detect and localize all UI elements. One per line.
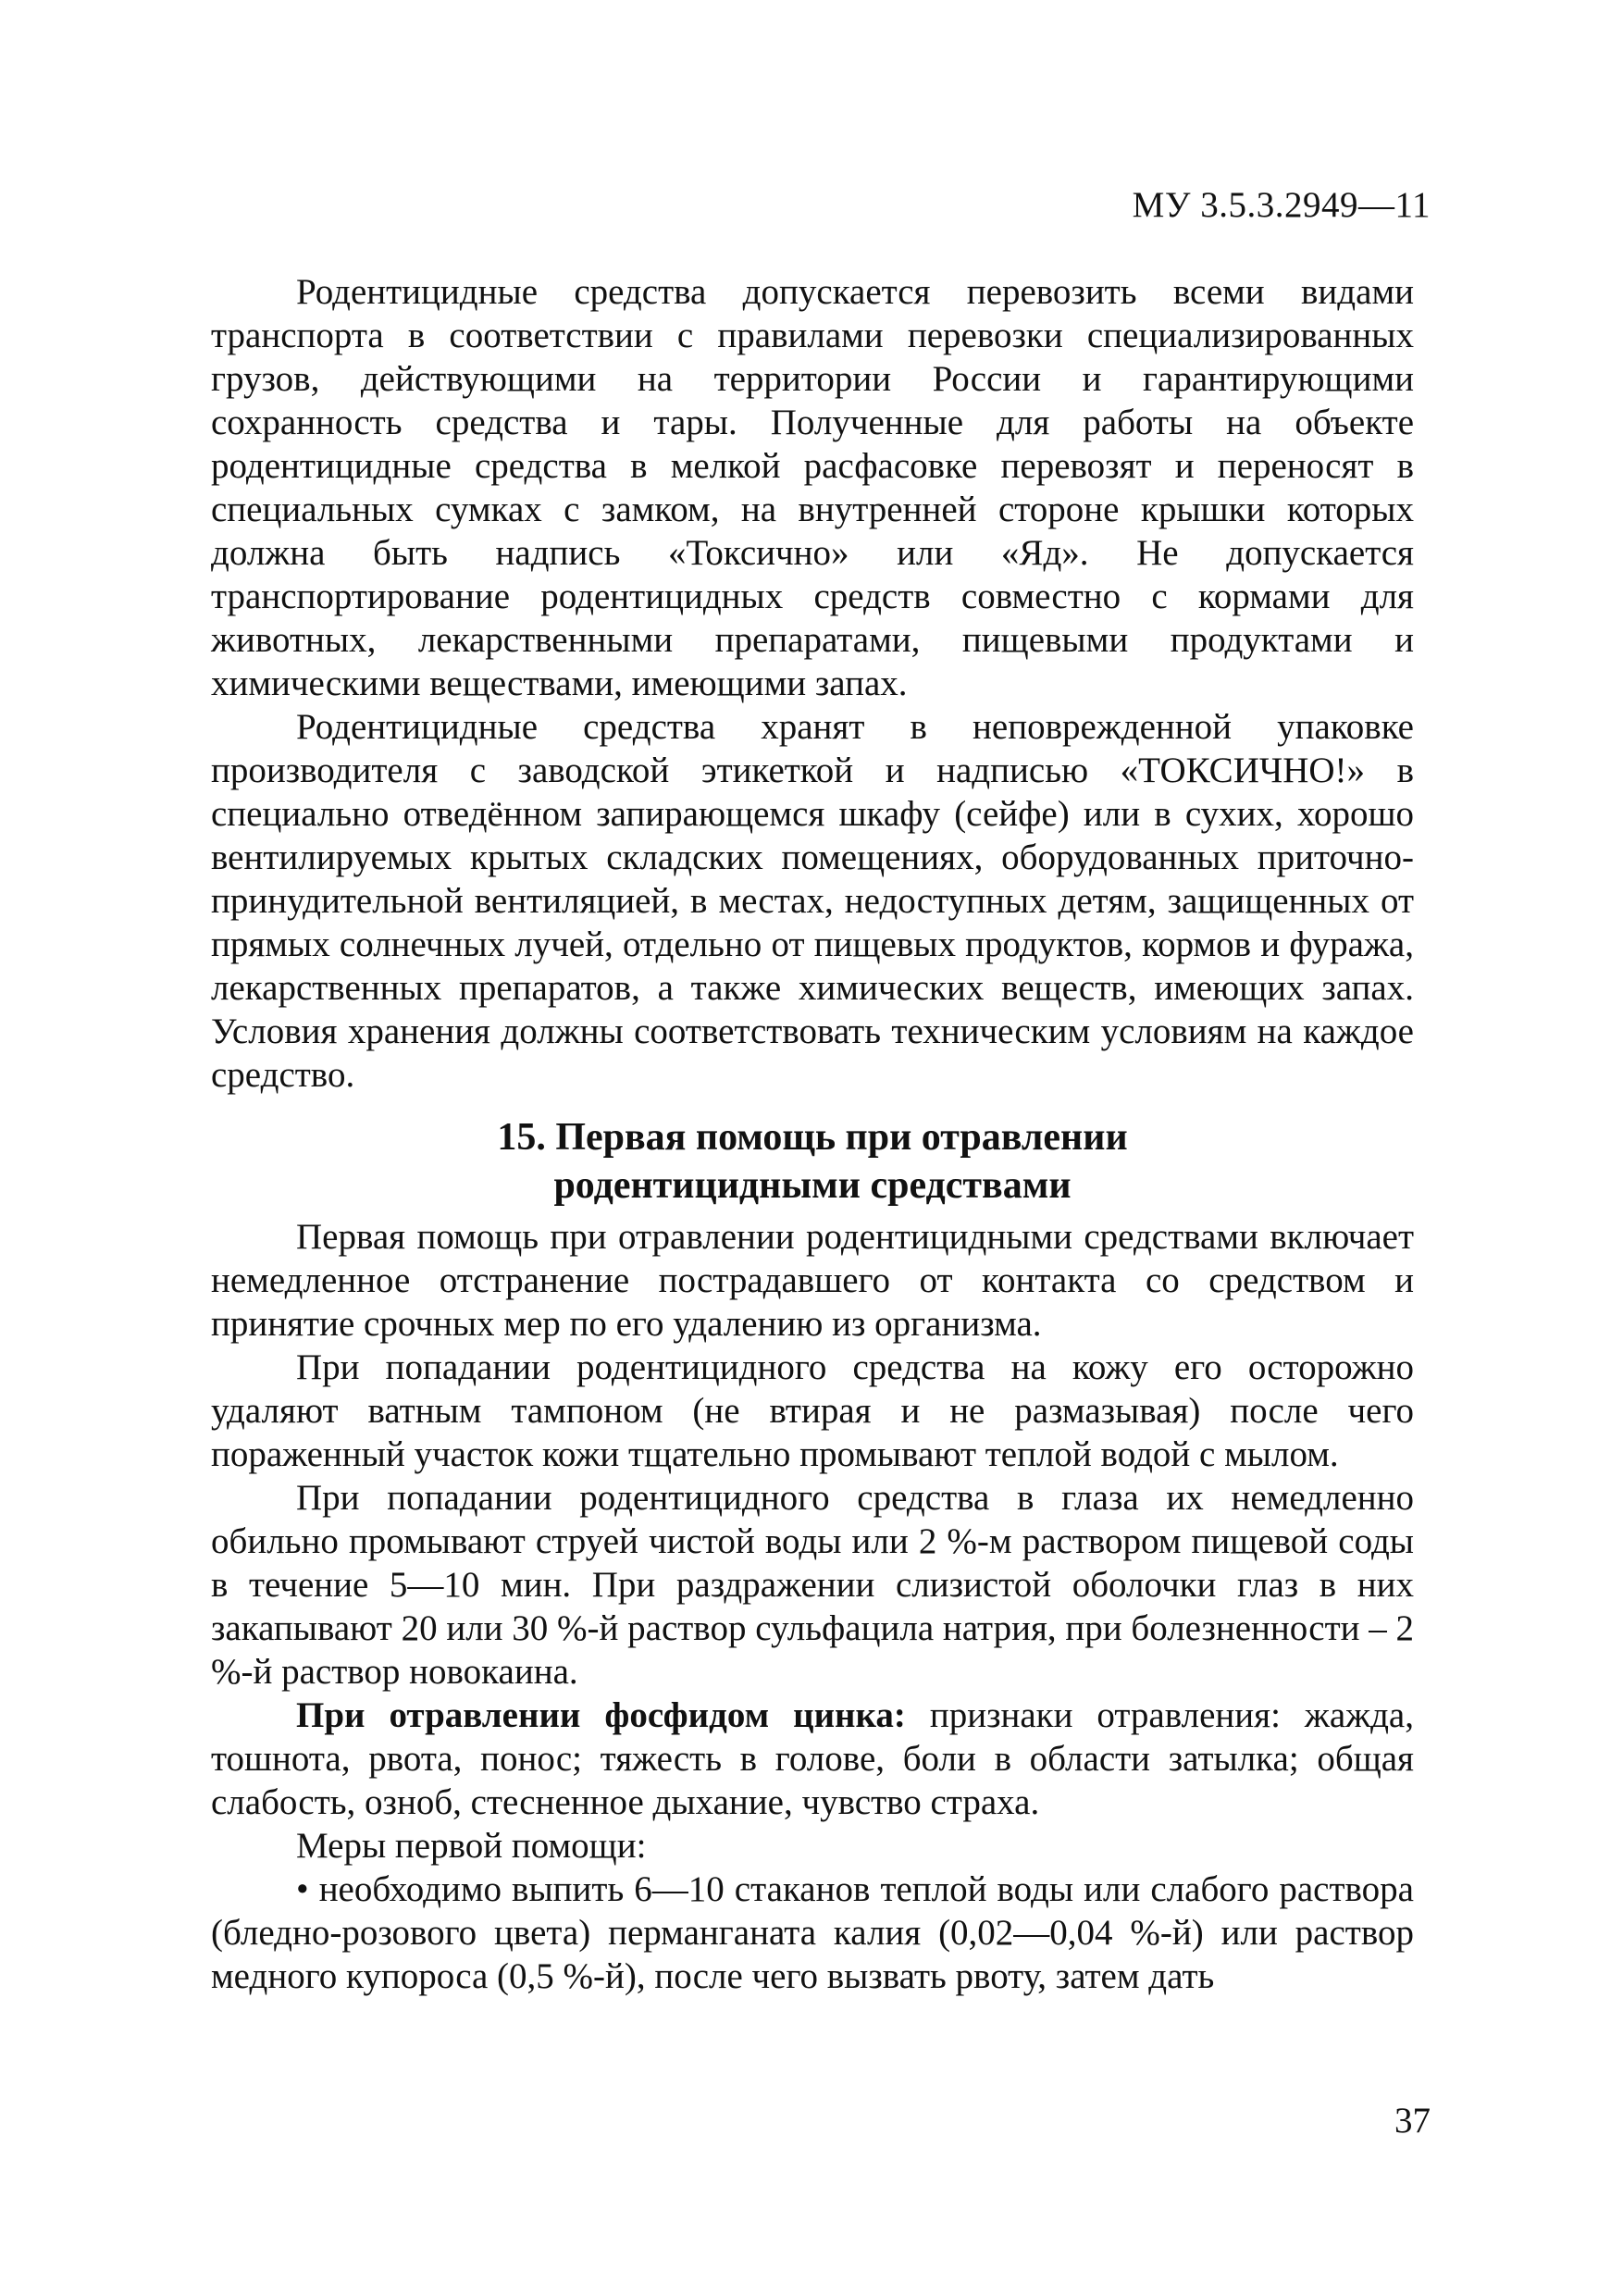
section-heading-line2: родентицидными средствами (553, 1164, 1072, 1207)
zinc-phosphide-symptoms: признаки отравления: жажда, тошнота, рвота, понос; тяжесть в голове, боли в области затылка; общая слабость, озноб, стесненное дыхание, чувство страха. (211, 1695, 1414, 1822)
paragraph-storage: Родентицидные средства хранят в неповрежденной упаковке производителя с заводской этикеткой и надписью «ТОКСИЧНО!» в специально отведённом запирающемся шкафу (сейфе) или в сухих, хорошо вентилируемых крытых складских помещениях, оборудованных приточно-принудительной вентиляцией, в местах, недоступных детям, защищенных от прямых солнечных лучей, отдельно от пищевых продуктов, кормов и фуража, лекарственных препаратов, а также химических веществ, имеющих запах. Условия хранения должны соответствовать техническим условиям на каждое средство. (211, 707, 1414, 1095)
bullet-item-water: • необходимо выпить 6—10 стаканов теплой воды или слабого раствора (бледно-розового цвета) перманганата калия (0,02—0,04 %-й) или раствор медного купороса (0,5 %-й), после чего вызвать рвоту, затем дать (211, 1869, 1414, 1996)
body-text (211, 270, 1414, 1998)
paragraph-skin-contact: При попадании родентицидного средства на кожу его осторожно удаляют ватным тампоном (не втирая и не размазывая) после чего пораженный участок кожи тщательно промывают теплой водой с мылом. (211, 1347, 1414, 1474)
document-code: МУ 3.5.3.2949—11 (1132, 185, 1431, 225)
measures-label: Меры первой помощи: (296, 1826, 647, 1866)
paragraph-eye-contact: При попадании родентицидного средства в глаза их немедленно обильно промывают струей чистой воды или 2 %-м раствором пищевой соды в течение 5—10 мин. При раздражении слизистой оболочки глаз в них закапывают 20 или 30 %-й раствор сульфацила натрия, при болезненности – 2 %-й раствор новокаина. (211, 1478, 1414, 1692)
paragraph-first-aid-general: Первая помощь при отравлении родентицидными средствами включает немедленное отстранение пострадавшего от контакта со средством и принятие срочных мер по его удалению из организма. (211, 1217, 1414, 1344)
page-number: 37 (1394, 2101, 1431, 2141)
paragraph-zinc-phosphide (211, 1694, 1414, 1824)
section-heading (211, 1113, 1414, 1210)
section-heading-line1: 15. Первая помощь при отравлении (497, 1116, 1128, 1159)
zinc-phosphide-lead: При отравлении фосфидом цинка: (296, 1695, 906, 1735)
paragraph-transport: Родентицидные средства допускается перевозить всеми видами транспорта в соответствии с правилами перевозки специализированных грузов, действующими на территории России и гарантирующими сохранность средства и тары. Полученные для работы на объекте родентицидные средства в мелкой расфасовке перевозят и переносят в специальных сумках с замком, на внутренней стороне крышки которых должна быть надпись «Токсично» или «Яд». Не допускается транспортирование родентицидных средств совместно с кормами для животных, лекарственными препаратами, пищевыми продуктами и химическими веществами, имеющими запах. (211, 272, 1414, 703)
